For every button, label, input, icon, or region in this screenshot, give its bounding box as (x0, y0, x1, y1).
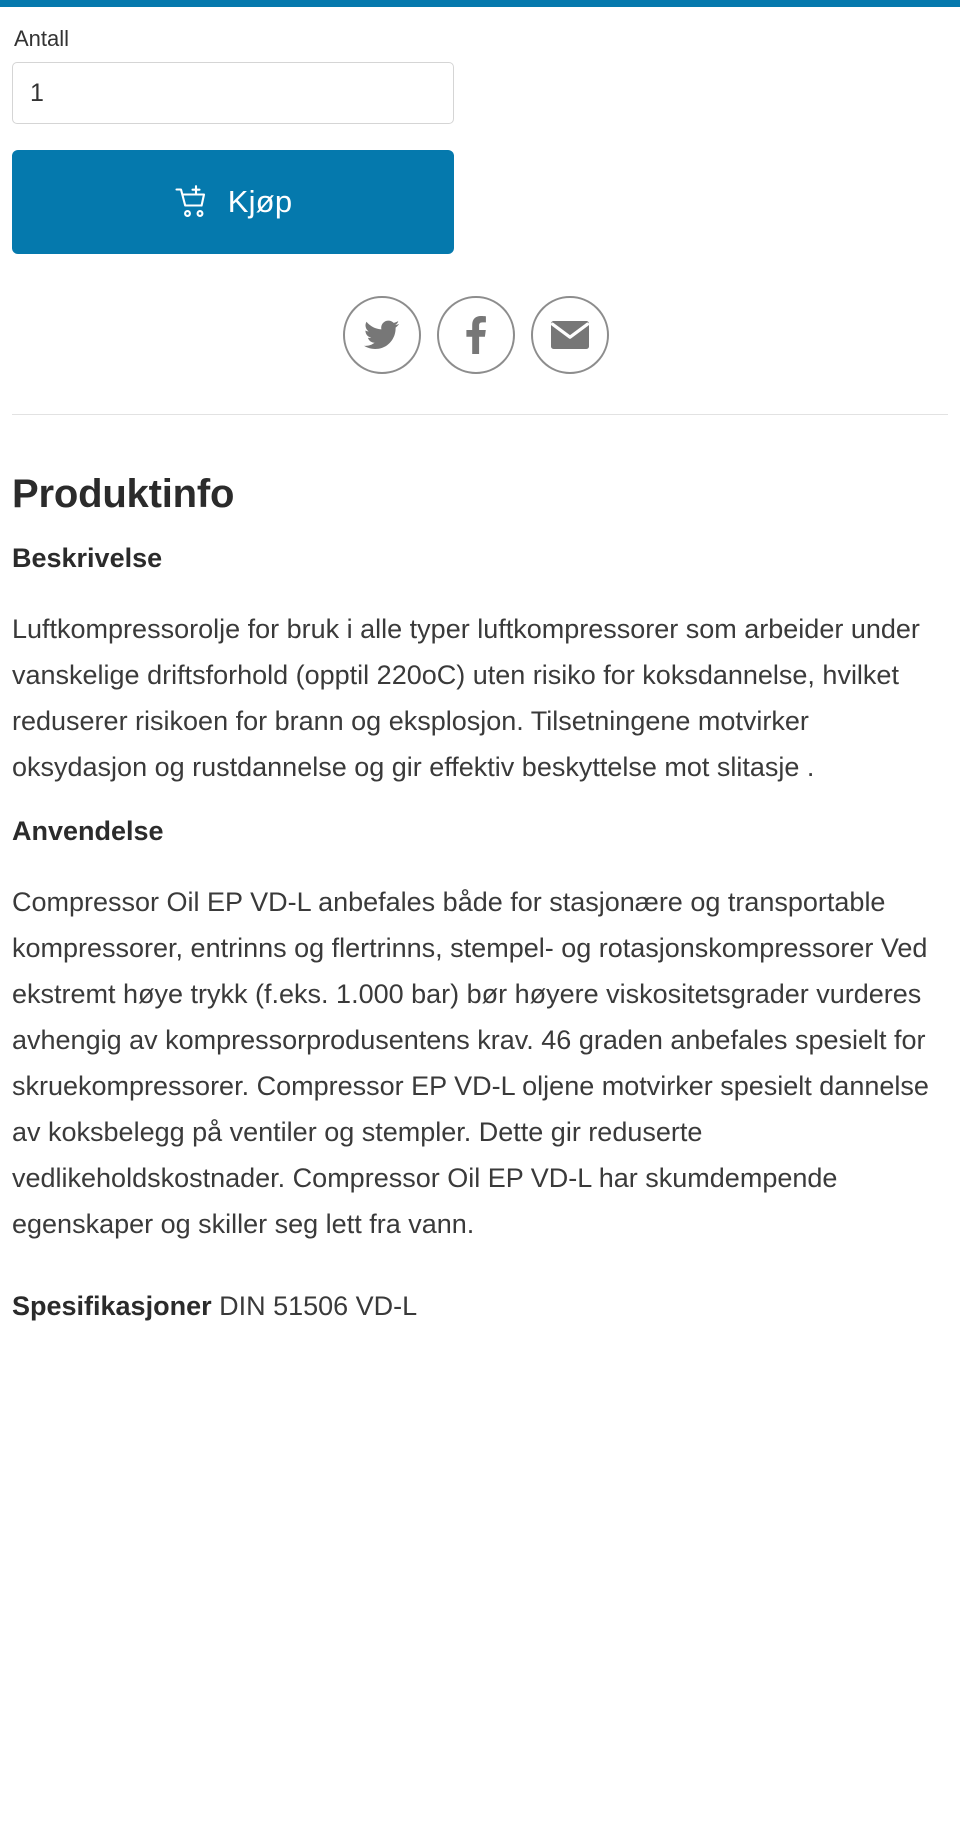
social-share-row (12, 296, 948, 374)
section-divider (12, 414, 948, 415)
cart-plus-icon (174, 184, 210, 220)
usage-text: Compressor Oil EP VD-L anbefales både for stasjonære og transportable kompressorer, entrinns og flertrinns, stempel- og rotasjonskompressorer Ved ekstremt høye trykk (f.eks. 1.000 bar) bør høyere viskositetsgrader vurderes avhengig av kompressorprodusentens krav. 46 graden anbefales spesielt for skruekompressorer. Compressor EP VD-L oljene motvirker spesielt dannelse av koksbelegg på ventiler og stempler. Dette gir reduserte vedlikeholdskostnader. Compressor Oil EP VD-L har skumdempende egenskaper og skiller seg lett fra vann. (12, 887, 929, 1240)
specifications-line (12, 1283, 948, 1329)
share-facebook-button[interactable] (437, 296, 515, 374)
product-info-section (0, 472, 960, 1389)
specifications-value: DIN 51506 VD-L (211, 1291, 418, 1322)
bottom-spacer (12, 1329, 948, 1389)
top-accent-bar (0, 0, 960, 7)
share-twitter-button[interactable] (343, 296, 421, 374)
quantity-label: Antall (14, 26, 70, 51)
buy-button-label: Kjøp (227, 184, 293, 220)
share-email-button[interactable] (531, 296, 609, 374)
description-text: Luftkompressorolje for bruk i alle typer luftkompressorer som arbeider under vanskelige driftsforhold (opptil 220oC) uten risiko for koksdannelse, hvilket reduserer risikoen for brann og eksplosjon. Tilsetningene motvirker oksydasjon og rustdannelse og gir effektiv beskyttelse mot slitasje . (12, 614, 920, 783)
usage-heading: Anvendelse (12, 816, 164, 847)
quantity-input[interactable] (12, 62, 454, 124)
buy-button[interactable] (12, 150, 454, 254)
facebook-icon (466, 316, 486, 354)
purchase-section (0, 26, 960, 374)
description-heading: Beskrivelse (12, 543, 163, 574)
specifications-label: Spesifikasjoner (12, 1291, 212, 1322)
twitter-icon (364, 320, 400, 350)
email-icon (551, 321, 589, 349)
page-title: Produktinfo (12, 472, 235, 517)
